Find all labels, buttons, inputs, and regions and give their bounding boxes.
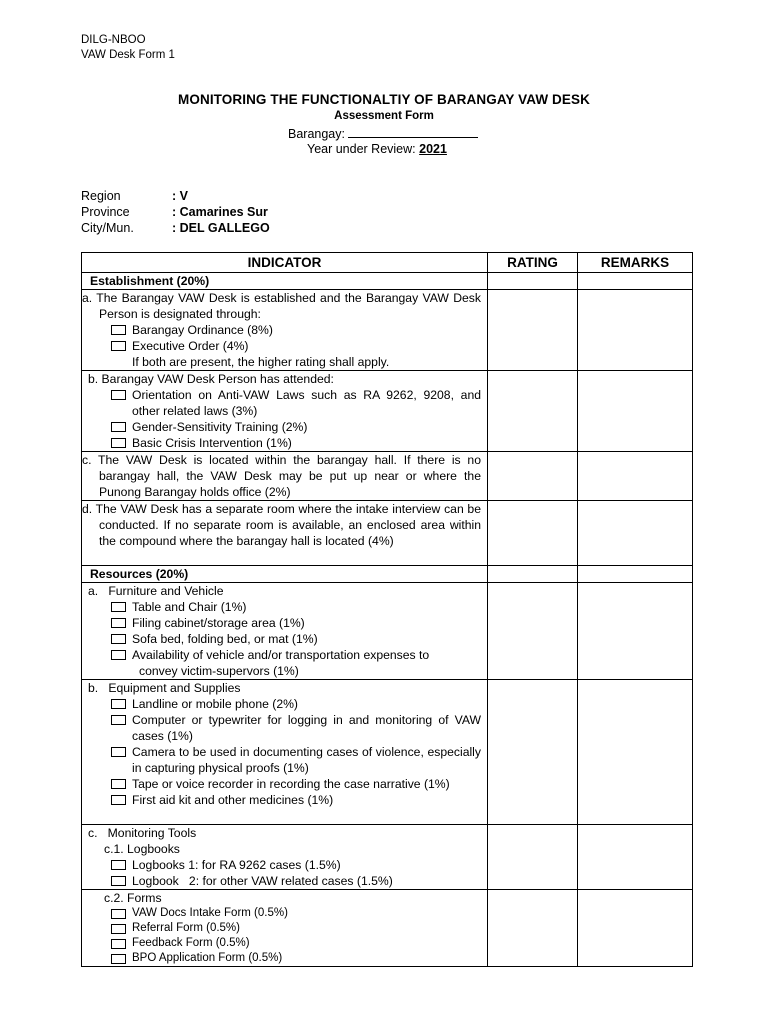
checkbox-label: Orientation on Anti-VAW Laws such as RA 9262, 9208, and other related laws (3%) (132, 388, 481, 418)
checkbox-label: Referral Form (0.5%) (132, 922, 240, 934)
checkbox-item[interactable] (82, 631, 487, 647)
remarks-cell[interactable] (578, 371, 693, 452)
section-title-establishment: Establishment (20%) (90, 274, 210, 288)
checkbox-item[interactable] (82, 599, 487, 615)
year-value: 2021 (419, 142, 447, 156)
checkbox-label: Landline or mobile phone (2%) (132, 697, 298, 711)
region-label: Region (81, 189, 121, 203)
checkbox-item[interactable] (82, 744, 487, 776)
checkbox-item[interactable] (82, 936, 487, 951)
rating-cell[interactable] (488, 890, 578, 967)
indicator-text: b. Barangay VAW Desk Person has attended: (88, 372, 334, 386)
checkbox-continuation: convey victim-supervors (1%) (139, 664, 299, 678)
table-row (82, 501, 693, 566)
checkbox-label: BPO Application Form (0.5%) (132, 952, 283, 964)
checkbox-label: Logbook 2: for other VAW related cases (1.5%) (132, 874, 393, 888)
indicator-text: c. Monitoring Tools (88, 826, 197, 840)
checkbox-label: Gender-Sensitivity Training (2%) (132, 420, 308, 434)
year-label: Year under Review: (307, 142, 416, 156)
table-row (82, 890, 693, 967)
checkbox-item[interactable] (82, 857, 487, 873)
province-label: Province (81, 205, 130, 219)
remarks-cell[interactable] (578, 452, 693, 501)
remarks-cell[interactable] (578, 583, 693, 680)
checkbox-label: Logbooks 1: for RA 9262 cases (1.5%) (132, 858, 341, 872)
remarks-cell[interactable] (578, 890, 693, 967)
checkbox-item[interactable] (82, 647, 487, 663)
checkbox-label: Availability of vehicle and/or transportation expenses to (132, 648, 430, 662)
checkbox-item[interactable] (82, 873, 487, 889)
checkbox-item[interactable] (82, 387, 487, 419)
checkbox-label: First aid kit and other medicines (1%) (132, 793, 334, 807)
indicator-text: a. The Barangay VAW Desk is established and the Barangay VAW Desk Person is designated through: (82, 291, 481, 321)
table-row (82, 371, 693, 452)
checkbox-label: Table and Chair (1%) (132, 600, 247, 614)
rating-cell[interactable] (488, 583, 578, 680)
rating-cell[interactable] (488, 566, 578, 583)
barangay-label: Barangay: (288, 127, 345, 141)
indicator-text: a. Furniture and Vehicle (88, 584, 224, 598)
checkbox-item[interactable] (82, 951, 487, 966)
indicator-note: If both are present, the higher rating shall apply. (132, 355, 390, 369)
indicator-text: b. Equipment and Supplies (88, 681, 241, 695)
checkbox-item[interactable] (82, 712, 487, 744)
table-row (82, 290, 693, 371)
checkbox-item[interactable] (82, 419, 487, 435)
province-value: : Camarines Sur (172, 205, 268, 219)
table-row (82, 825, 693, 890)
rating-cell[interactable] (488, 371, 578, 452)
checkbox-label: Sofa bed, folding bed, or mat (1%) (132, 632, 318, 646)
header-rating: RATING (488, 253, 578, 273)
page-title: MONITORING THE FUNCTIONALTIY OF BARANGAY VAW DESK (178, 92, 590, 107)
rating-cell[interactable] (488, 825, 578, 890)
rating-cell[interactable] (488, 290, 578, 371)
checkbox-label: Barangay Ordinance (8%) (132, 323, 273, 337)
header-org: DILG-NBOO (81, 34, 146, 46)
assessment-table (81, 252, 693, 967)
table-row (82, 452, 693, 501)
checkbox-item[interactable] (82, 906, 487, 921)
checkbox-label: Camera to be used in documenting cases of violence, especially in capturing physical proofs (1%) (132, 745, 481, 775)
checkbox-item[interactable] (82, 696, 487, 712)
checkbox-label: Executive Order (4%) (132, 339, 249, 353)
checkbox-label: Computer or typewriter for logging in and monitoring of VAW cases (1%) (132, 713, 481, 743)
section-row-establishment (82, 273, 693, 290)
rating-cell[interactable] (488, 501, 578, 566)
rating-cell[interactable] (488, 273, 578, 290)
table-header-row (82, 253, 693, 273)
header-remarks: REMARKS (578, 253, 693, 273)
rating-cell[interactable] (488, 680, 578, 825)
checkbox-label: Feedback Form (0.5%) (132, 937, 250, 949)
region-value: : V (172, 189, 188, 203)
header-form-id: VAW Desk Form 1 (81, 49, 175, 61)
checkbox-item[interactable] (82, 776, 487, 792)
checkbox-label: Tape or voice recorder in recording the case narrative (1%) (132, 777, 450, 791)
header-indicator: INDICATOR (82, 253, 488, 273)
year-under-review (307, 142, 447, 156)
remarks-cell[interactable] (578, 680, 693, 825)
checkbox-item[interactable] (82, 792, 487, 808)
barangay-field[interactable] (288, 126, 478, 141)
section-row-resources (82, 566, 693, 583)
remarks-cell[interactable] (578, 273, 693, 290)
remarks-cell[interactable] (578, 825, 693, 890)
remarks-cell[interactable] (578, 501, 693, 566)
checkbox-item[interactable] (82, 338, 487, 354)
checkbox-label: Basic Crisis Intervention (1%) (132, 436, 292, 450)
checkbox-item[interactable] (82, 921, 487, 936)
checkbox-item[interactable] (82, 435, 487, 451)
page-subtitle: Assessment Form (334, 110, 434, 122)
barangay-blank[interactable] (348, 126, 478, 138)
checkbox-label: VAW Docs Intake Form (0.5%) (132, 907, 288, 919)
rating-cell[interactable] (488, 452, 578, 501)
subsection-title: c.2. Forms (104, 891, 162, 905)
remarks-cell[interactable] (578, 290, 693, 371)
table-row (82, 583, 693, 680)
subsection-title: c.1. Logbooks (104, 842, 180, 856)
section-title-resources: Resources (20%) (90, 567, 189, 581)
checkbox-item[interactable] (82, 322, 487, 338)
remarks-cell[interactable] (578, 566, 693, 583)
indicator-text: c. The VAW Desk is located within the barangay hall. If there is no barangay hall, the VAW Desk may be put up near or where the Punong Barangay holds office (2%) (82, 453, 481, 499)
indicator-text: d. The VAW Desk has a separate room where the intake interview can be conducted. If no separate room is available, an enclosed area within the compound where the barangay hall is located (4%) (82, 502, 481, 548)
checkbox-item[interactable] (82, 615, 487, 631)
city-label: City/Mun. (81, 221, 134, 235)
table-row (82, 680, 693, 825)
checkbox-label: Filing cabinet/storage area (1%) (132, 616, 305, 630)
city-value: : DEL GALLEGO (172, 221, 270, 235)
